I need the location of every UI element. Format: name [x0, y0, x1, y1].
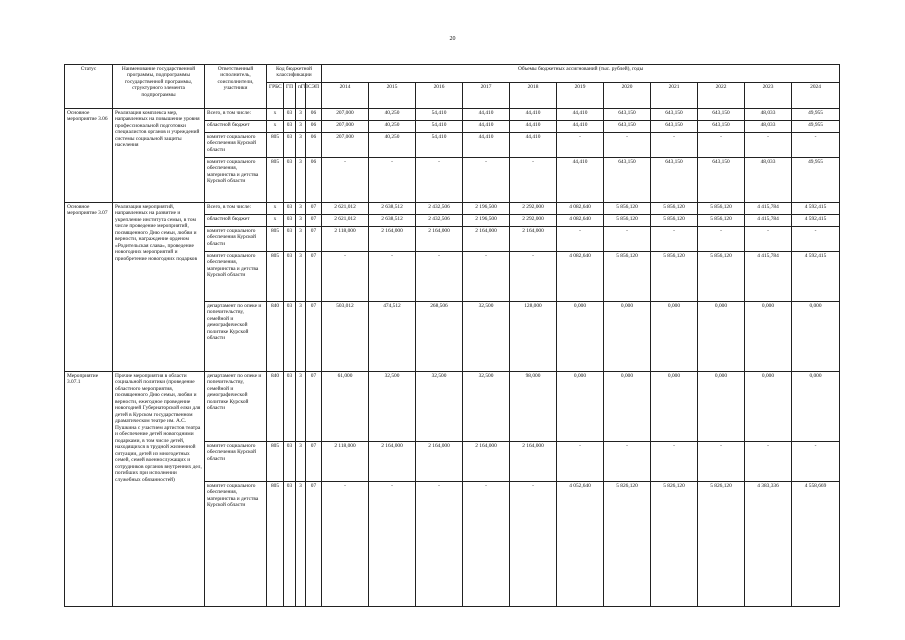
value-cell: 54,410: [416, 133, 463, 158]
value-cell: 5 856,120: [651, 215, 698, 227]
budget-code-cell: 07: [306, 215, 322, 227]
value-cell: 0,000: [792, 302, 840, 372]
budget-code-cell: 3: [296, 158, 306, 203]
value-cell: 54,410: [416, 121, 463, 133]
value-cell: 643,150: [651, 121, 698, 133]
header-executor: Ответственный исполнитель, соисполнители, участники: [205, 65, 267, 109]
value-cell: -: [604, 227, 651, 252]
header-year: 2022: [698, 83, 745, 109]
value-cell: 48,033: [745, 109, 792, 121]
value-cell: -: [416, 158, 463, 203]
row-executor: комитет социального обеспечения Курской области: [205, 133, 267, 158]
budget-table: [64, 64, 840, 607]
value-cell: 5 856,120: [651, 252, 698, 302]
value-cell: 5 826,120: [651, 482, 698, 607]
budget-code-cell: 3: [296, 121, 306, 133]
value-cell: 5 856,120: [698, 203, 745, 215]
value-cell: 474,512: [369, 302, 416, 372]
budget-code-cell: 03: [284, 158, 296, 203]
budget-code-cell: 03: [284, 227, 296, 252]
header-year: 2023: [745, 83, 792, 109]
value-cell: -: [463, 482, 510, 607]
value-cell: 44,410: [463, 109, 510, 121]
value-cell: -: [369, 158, 416, 203]
budget-code-cell: 3: [296, 215, 306, 227]
value-cell: 0,000: [698, 302, 745, 372]
header-code-sep: СЭП: [306, 83, 322, 109]
budget-code-cell: 06: [306, 109, 322, 121]
value-cell: 5 826,120: [698, 482, 745, 607]
value-cell: 44,410: [510, 109, 557, 121]
value-cell: 128,000: [510, 302, 557, 372]
budget-code-cell: 805: [267, 482, 284, 607]
value-cell: -: [510, 158, 557, 203]
value-cell: 2 621,012: [322, 203, 369, 215]
budget-code-cell: 3: [296, 133, 306, 158]
header-code-pgp: пГП: [296, 83, 306, 109]
value-cell: 503,012: [322, 302, 369, 372]
value-cell: -: [698, 227, 745, 252]
value-cell: -: [792, 442, 840, 482]
value-cell: 2 164,000: [416, 442, 463, 482]
budget-code-cell: 06: [306, 121, 322, 133]
budget-code-cell: 03: [284, 252, 296, 302]
value-cell: 5 856,120: [651, 203, 698, 215]
value-cell: 643,150: [698, 121, 745, 133]
page-number: 20: [449, 36, 456, 42]
budget-code-cell: 3: [296, 203, 306, 215]
row-executor: департамент по опеке и попечительству, семейной и демографической политике Курской области: [205, 302, 267, 372]
value-cell: -: [651, 227, 698, 252]
value-cell: -: [651, 133, 698, 158]
value-cell: 48,033: [745, 121, 792, 133]
budget-code-cell: 3: [296, 302, 306, 372]
value-cell: 2 118,000: [322, 442, 369, 482]
budget-code-cell: 03: [284, 215, 296, 227]
table-row: [65, 372, 840, 442]
value-cell: 643,150: [651, 158, 698, 203]
value-cell: 2 621,012: [322, 215, 369, 227]
budget-code-cell: 805: [267, 252, 284, 302]
budget-code-cell: 03: [284, 203, 296, 215]
header-row-1: [65, 65, 840, 83]
value-cell: 4 415,784: [745, 252, 792, 302]
budget-code-cell: x: [267, 215, 284, 227]
value-cell: 2 196,500: [463, 203, 510, 215]
header-year: 2015: [369, 83, 416, 109]
budget-code-cell: 3: [296, 372, 306, 442]
row-executor: комитет социального обеспечения Курской области: [205, 442, 267, 482]
row-executor: Всего, в том числе:: [205, 203, 267, 215]
budget-code-cell: x: [267, 121, 284, 133]
row-name: Реализация комплекса мер, направленных на повышение уровня профессиональной подготовки специалистов органов и учреждений системы социальной защиты населения: [113, 109, 205, 203]
row-status: Мероприятие 3.07.1: [65, 372, 113, 607]
value-cell: 2 164,000: [510, 442, 557, 482]
value-cell: 0,000: [792, 372, 840, 442]
header-code-grbs: ГРБС: [267, 83, 284, 109]
row-name: Прочие мероприятия в области социальной политики (проведение областного мероприятия, посвященного Дню семьи, любви и верности, ежегодное проведение новогодней Губернаторской елки для детей в Курском государственном драматическом театре им. А.С. Пушкина с участием артистов театра и обеспечение детей новогодними подарками, в том числе детей, находящихся в трудной жизненной ситуации, детей из многодетных семей, семей военнослужащих и сотрудников органов внутренних дел, погибших при исполнении служебных обязанностей): [113, 372, 205, 607]
value-cell: 2 432,506: [416, 215, 463, 227]
value-cell: 40,250: [369, 121, 416, 133]
budget-code-cell: 3: [296, 109, 306, 121]
value-cell: -: [745, 442, 792, 482]
value-cell: 5 856,120: [604, 215, 651, 227]
value-cell: 643,150: [698, 158, 745, 203]
value-cell: 49,955: [792, 121, 840, 133]
value-cell: -: [322, 158, 369, 203]
value-cell: 268,506: [416, 302, 463, 372]
budget-code-cell: 03: [284, 302, 296, 372]
value-cell: 2 292,000: [510, 203, 557, 215]
value-cell: 32,500: [463, 302, 510, 372]
budget-code-cell: 840: [267, 302, 284, 372]
value-cell: 0,000: [557, 372, 604, 442]
value-cell: 54,410: [416, 109, 463, 121]
value-cell: -: [604, 133, 651, 158]
row-executor: областной бюджет: [205, 215, 267, 227]
value-cell: -: [322, 252, 369, 302]
budget-code-cell: 03: [284, 133, 296, 158]
value-cell: 5 856,120: [698, 252, 745, 302]
value-cell: 2 164,000: [369, 442, 416, 482]
value-cell: 643,150: [698, 109, 745, 121]
value-cell: -: [416, 252, 463, 302]
value-cell: -: [322, 482, 369, 607]
value-cell: 2 196,500: [463, 215, 510, 227]
value-cell: 643,150: [651, 109, 698, 121]
row-executor: комитет социального обеспечения, материнства и детства Курской области: [205, 252, 267, 302]
budget-code-cell: 07: [306, 227, 322, 252]
budget-code-cell: 07: [306, 442, 322, 482]
budget-code-cell: 3: [296, 442, 306, 482]
value-cell: 643,150: [604, 121, 651, 133]
value-cell: -: [463, 158, 510, 203]
value-cell: 2 638,512: [369, 215, 416, 227]
header-name: Наименование государственной программы, подпрограммы государственной программы, структурного элемента подпрограммы: [113, 65, 205, 109]
value-cell: 44,410: [557, 109, 604, 121]
row-executor: комитет социального обеспечения Курской области: [205, 227, 267, 252]
value-cell: 4 383,336: [745, 482, 792, 607]
value-cell: -: [557, 227, 604, 252]
budget-code-cell: 07: [306, 203, 322, 215]
value-cell: 0,000: [651, 302, 698, 372]
budget-code-cell: 06: [306, 158, 322, 203]
header-year: 2014: [322, 83, 369, 109]
value-cell: 2 164,000: [369, 227, 416, 252]
value-cell: 40,250: [369, 109, 416, 121]
value-cell: -: [792, 227, 840, 252]
value-cell: 4 592,415: [792, 252, 840, 302]
value-cell: -: [510, 482, 557, 607]
value-cell: -: [463, 252, 510, 302]
value-cell: -: [792, 133, 840, 158]
value-cell: 207,000: [322, 121, 369, 133]
value-cell: 207,000: [322, 109, 369, 121]
budget-code-cell: 3: [296, 252, 306, 302]
budget-code-cell: 3: [296, 227, 306, 252]
value-cell: 4 415,784: [745, 203, 792, 215]
value-cell: 4 558,669: [792, 482, 840, 607]
value-cell: 44,410: [510, 133, 557, 158]
budget-code-cell: 840: [267, 372, 284, 442]
value-cell: 49,955: [792, 158, 840, 203]
value-cell: 32,500: [369, 372, 416, 442]
value-cell: 5 856,120: [604, 203, 651, 215]
value-cell: -: [369, 252, 416, 302]
value-cell: -: [651, 442, 698, 482]
budget-code-cell: 07: [306, 372, 322, 442]
row-status: Основное мероприятие 3.06: [65, 109, 113, 203]
budget-code-cell: 805: [267, 133, 284, 158]
value-cell: -: [745, 133, 792, 158]
value-cell: 5 856,120: [604, 252, 651, 302]
value-cell: -: [698, 133, 745, 158]
header-status: Статус: [65, 65, 113, 109]
value-cell: 4 415,784: [745, 215, 792, 227]
row-status: Основное мероприятие 3.07: [65, 203, 113, 372]
budget-code-cell: 03: [284, 109, 296, 121]
table-row: [65, 109, 840, 121]
budget-code-cell: 03: [284, 482, 296, 607]
header-year: 2020: [604, 83, 651, 109]
header-year: 2017: [463, 83, 510, 109]
value-cell: -: [510, 252, 557, 302]
value-cell: 0,000: [604, 302, 651, 372]
row-executor: комитет социального обеспечения, материнства и детства Курской области: [205, 158, 267, 203]
value-cell: -: [698, 442, 745, 482]
row-executor: областной бюджет: [205, 121, 267, 133]
value-cell: -: [604, 442, 651, 482]
value-cell: 44,410: [557, 158, 604, 203]
row-executor: комитет социального обеспечения, материнства и детства Курской области: [205, 482, 267, 607]
value-cell: 44,410: [510, 121, 557, 133]
budget-code-cell: 805: [267, 158, 284, 203]
value-cell: 0,000: [745, 302, 792, 372]
value-cell: 643,150: [604, 158, 651, 203]
value-cell: 44,410: [557, 121, 604, 133]
header-year: 2024: [792, 83, 840, 109]
header-year: 2016: [416, 83, 463, 109]
budget-code-cell: 06: [306, 133, 322, 158]
table-row: [65, 203, 840, 215]
value-cell: 2 164,000: [416, 227, 463, 252]
value-cell: 4 082,640: [557, 215, 604, 227]
value-cell: 5 826,120: [604, 482, 651, 607]
budget-code-cell: 3: [296, 482, 306, 607]
value-cell: 4 052,640: [557, 482, 604, 607]
header-code-gp: ГП: [284, 83, 296, 109]
value-cell: 2 638,512: [369, 203, 416, 215]
value-cell: 5 856,120: [698, 215, 745, 227]
budget-code-cell: 07: [306, 252, 322, 302]
value-cell: 40,250: [369, 133, 416, 158]
value-cell: 4 592,415: [792, 203, 840, 215]
value-cell: 44,410: [463, 121, 510, 133]
budget-code-cell: 03: [284, 372, 296, 442]
budget-code-cell: x: [267, 203, 284, 215]
value-cell: 32,500: [416, 372, 463, 442]
value-cell: 0,000: [604, 372, 651, 442]
header-year: 2021: [651, 83, 698, 109]
value-cell: 4 592,415: [792, 215, 840, 227]
value-cell: 32,500: [463, 372, 510, 442]
row-executor: департамент по опеке и попечительству, семейной и демографической политике Курской области: [205, 372, 267, 442]
budget-code-cell: 07: [306, 302, 322, 372]
value-cell: 643,150: [604, 109, 651, 121]
value-cell: 49,955: [792, 109, 840, 121]
budget-code-cell: 805: [267, 442, 284, 482]
value-cell: 4 082,640: [557, 203, 604, 215]
value-cell: 0,000: [745, 372, 792, 442]
value-cell: 61,000: [322, 372, 369, 442]
value-cell: 2 118,000: [322, 227, 369, 252]
value-cell: -: [557, 133, 604, 158]
header-code-group: Код бюджетной классификации: [267, 65, 322, 83]
value-cell: 2 432,506: [416, 203, 463, 215]
header-volumes: Объемы бюджетных ассигнований (тыс. рублей), годы: [322, 65, 840, 83]
value-cell: -: [416, 482, 463, 607]
value-cell: 98,000: [510, 372, 557, 442]
value-cell: 2 164,000: [463, 442, 510, 482]
value-cell: -: [745, 227, 792, 252]
value-cell: 2 164,000: [510, 227, 557, 252]
value-cell: 0,000: [557, 302, 604, 372]
value-cell: 44,410: [463, 133, 510, 158]
budget-code-cell: 07: [306, 482, 322, 607]
budget-code-cell: x: [267, 109, 284, 121]
value-cell: 207,000: [322, 133, 369, 158]
value-cell: 2 292,000: [510, 215, 557, 227]
value-cell: 48,033: [745, 158, 792, 203]
value-cell: 0,000: [698, 372, 745, 442]
value-cell: -: [557, 442, 604, 482]
row-name: Реализация мероприятий, направленных на развитие и укрепление института семьи, в том числе проведение мероприятий, посвященного Дню семьи, любви и верности, награждение орденом «Родительская слава», проведение новогодних мероприятий и приобретение новогодних подарков: [113, 203, 205, 372]
value-cell: 2 164,000: [463, 227, 510, 252]
budget-code-cell: 03: [284, 121, 296, 133]
value-cell: 4 082,640: [557, 252, 604, 302]
header-year: 2018: [510, 83, 557, 109]
value-cell: 0,000: [651, 372, 698, 442]
budget-code-cell: 805: [267, 227, 284, 252]
header-year: 2019: [557, 83, 604, 109]
value-cell: -: [369, 482, 416, 607]
budget-code-cell: 03: [284, 442, 296, 482]
row-executor: Всего, в том числе:: [205, 109, 267, 121]
